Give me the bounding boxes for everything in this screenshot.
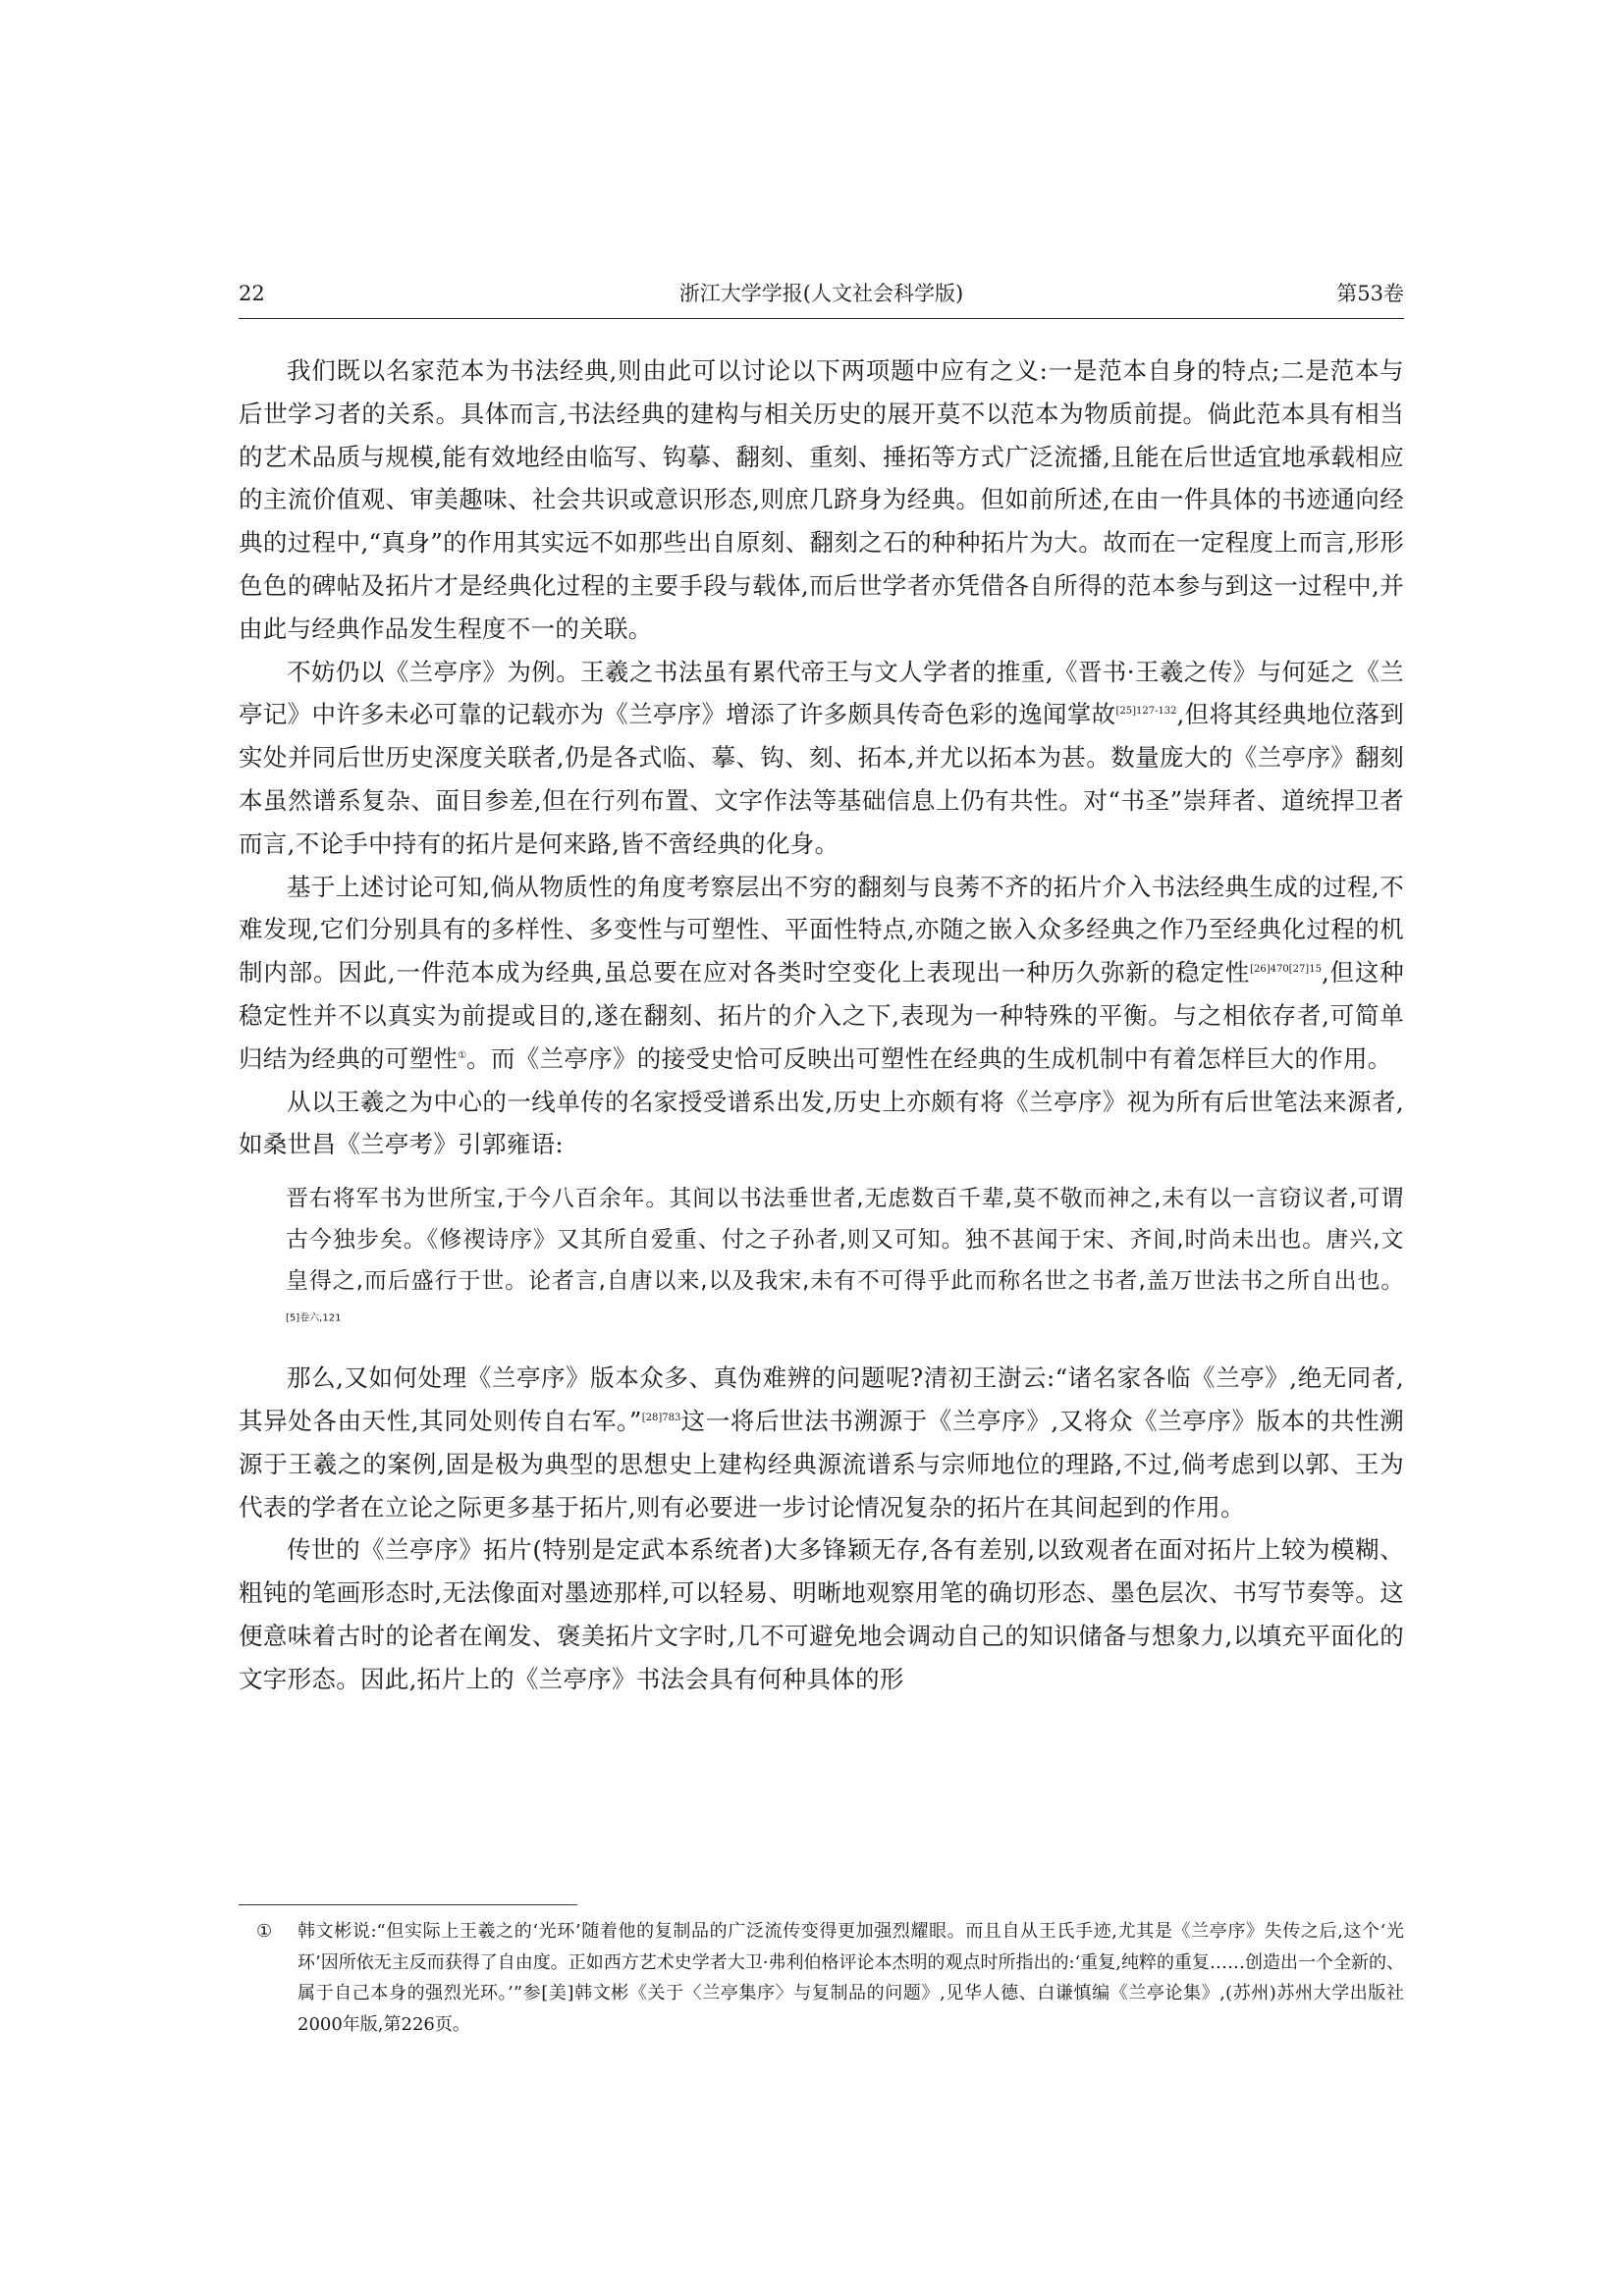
paragraph-3-text-b: ,但这种稳定性并不以真实为前提或目的,遂在翻刻、拓片的介入之下,表现为一种特殊的平衡。与之相依存者,可简单归结为经典的可塑性 <box>239 958 1404 1073</box>
paragraph-4-text: 从以王羲之为中心的一线单传的名家授受谱系出发,历史上亦颇有将《兰亭序》视为所有后世笔法来源者,如桑世昌《兰亭考》引郭雍语: <box>239 1087 1404 1159</box>
article-body <box>239 349 1404 1701</box>
paragraph-3-text-a: 基于上述讨论可知,倘从物质性的角度考察层出不穷的翻刻与良莠不齐的拓片介入书法经典生成的过程,不难发现,它们分别具有的多样性、多变性与可塑性、平面性特点,亦随之嵌入众多经典之作乃至经典化过程的机制内部。因此,一件范本成为经典,虽总要在应对各类时空变化上表现出一种历久弥新的稳定性 <box>239 872 1404 988</box>
footnote-text: 韩文彬说:“但实际上王羲之的‘光环’随着他的复制品的广泛流传变得更加强烈耀眼。而且自从王氏手迹,尤其是《兰亭序》失传之后,这个‘光环’因所依无主反而获得了自由度。正如西方艺术史学者大卫·弗利伯格评论本杰明的观点时所指出的:‘重复,纯粹的重复……创造出一个全新的、属于自己本身的强烈光环。’”参[美]韩文彬《关于〈兰亭集序〉与复制品的问题》,见华人德、白谦慎编《兰亭论集》,(苏州)苏州大学出版社2000年版,第226页。 <box>298 1921 1404 2035</box>
paragraph-1-text: 我们既以名家范本为书法经典,则由此可以讨论以下两项题中应有之义:一是范本自身的特点;二是范本与后世学习者的关系。具体而言,书法经典的建构与相关历史的展开莫不以范本为物质前提。倘此范本具有相当的艺术品质与规模,能有效地经由临写、钩摹、翻刻、重刻、捶拓等方式广泛流播,且能在后世适宜地承载相应的主流价值观、审美趣味、社会共识或意识形态,则庶几跻身为经典。但如前所述,在由一件具体的书迹通向经典的过程中,“真身”的作用其实远不如那些出自原刻、翻刻之石的种种拓片为大。故而在一定程度上而言,形形色色的碑帖及拓片才是经典化过程的主要手段与载体,而后世学者亦凭借各自所得的范本参与到这一过程中,并由此与经典作品发生程度不一的关联。 <box>239 356 1404 643</box>
paragraph-5-text-b: 这一将后世法书溯源于《兰亭序》,又将众《兰亭序》版本的共性溯源于王羲之的案例,固是极为典型的思想史上建构经典源流谱系与宗师地位的理路,不过,倘考虑到以郭、王为代表的学者在立论之际更多基于拓片,则有必要进一步讨论情况复杂的拓片在其间起到的作用。 <box>239 1406 1404 1522</box>
paragraph-5-text-a: 那么,又如何处理《兰亭序》版本众多、真伪难辨的问题呢?清初王澍云:“诸名家各临《兰亭》,绝无同者,其异处各由天性,其同处则传自右军。” <box>239 1363 1404 1435</box>
running-header <box>239 279 1404 319</box>
journal-title: 浙江大学学报(人文社会科学版) <box>678 282 964 305</box>
paragraph-3-text-c: 。而《兰亭序》的接受史恰可反映出可塑性在经典的生成机制中有着怎样巨大的作用。 <box>466 1043 1392 1073</box>
paragraph-2-text-b: 但将其经典地位落到实处并同后世历史深度关联者,仍是各式临、摹、钩、刻、拓本,并尤以拓本为甚。数量庞大的《兰亭序》翻刻本虽然谱系复杂、面目参差,但在行列布置、文字作法等基础信息上仍有共性。对“书圣”崇拜者、道统捍卫者而言,不论手中持有的拓片是何来路,皆不啻经典的化身。 <box>239 700 1405 858</box>
paragraph-2: 不妨仍以《兰亭序》为例。王羲之书法虽有累代帝王与文人学者的推重,《晋书·王羲之传》与何延之《兰亭记》中许多未必可靠的记载亦为《兰亭序》增添了许多颇具传奇色彩的逸闻掌故$^{[25]127-132}$,但将其经典地位落到实处并同后世历史深度关联者,仍是各式临、摹、钩、刻、拓本,并尤以拓本为甚。数量庞大的《兰亭序》翻刻本虽然谱系复杂、面目参差,但在行列布置、文字作法等基础信息上仍有共性。对“书圣”崇拜者、道统捍卫者而言,不论手中持有的拓片是何来路,皆不啻经典的化身。 <box>239 657 1405 858</box>
paragraph-5 <box>239 1357 1404 1528</box>
paragraph-6-text: 传世的《兰亭序》拓片(特别是定武本系统者)大多锋颖无存,各有差别,以致观者在面对拓片上较为模糊、粗钝的笔画形态时,无法像面对墨迹那样,可以轻易、明晰地观察用笔的确切形态、墨色层次、书写节奏等。这便意味着古时的论者在阐发、褒美拓片文字时,几不可避免地会调动自己的知识储备与想象力,以填充平面化的文字形态。因此,拓片上的《兰亭序》书法会具有何种具体的形 <box>239 1535 1404 1693</box>
citation-ref: [5]卷六,121 <box>286 1312 342 1324</box>
citation-ref: [25]127-132 <box>1115 706 1177 718</box>
paragraph-2-text-a: 不妨仍以《兰亭序》为例。王羲之书法虽有累代帝王与文人学者的推重,《晋书·王羲之传》与何延之《兰亭记》中许多未必可靠的记载亦为《兰亭序》增添了许多颇具传奇色彩的逸闻掌故 <box>239 657 1404 729</box>
paragraph-6 <box>239 1528 1404 1700</box>
footnote-divider <box>239 1904 577 1905</box>
footnote-marker: ① <box>458 1049 467 1061</box>
page-number: 22 <box>239 282 265 305</box>
citation-ref: [28]783 <box>641 1412 681 1423</box>
block-quote <box>239 1178 1404 1343</box>
paragraph-3 <box>239 866 1404 1081</box>
paragraph-4 <box>239 1081 1404 1167</box>
citation-ref: [26]470[27]15 <box>1250 964 1322 975</box>
paragraph-1 <box>239 349 1404 651</box>
footnote <box>239 1916 1404 2040</box>
volume-label: 第53卷 <box>1336 282 1404 305</box>
block-quote-text: 晋右将军书为世所宝,于今八百余年。其间以书法垂世者,无虑数百千辈,莫不敬而神之,未有以一言窃议者,可谓古今独步矣。《修禊诗序》又其所自爱重、付之子孙者,则又可知。独不甚闻于宋、齐间,时尚未出也。唐兴,文皇得之,而后盛行于世。论者言,自唐以来,以及我宋,未有不可得乎此而称名世之书者,盖万世法书之所自出也。 <box>286 1186 1404 1295</box>
footnote-mark: ① <box>256 1921 273 1942</box>
